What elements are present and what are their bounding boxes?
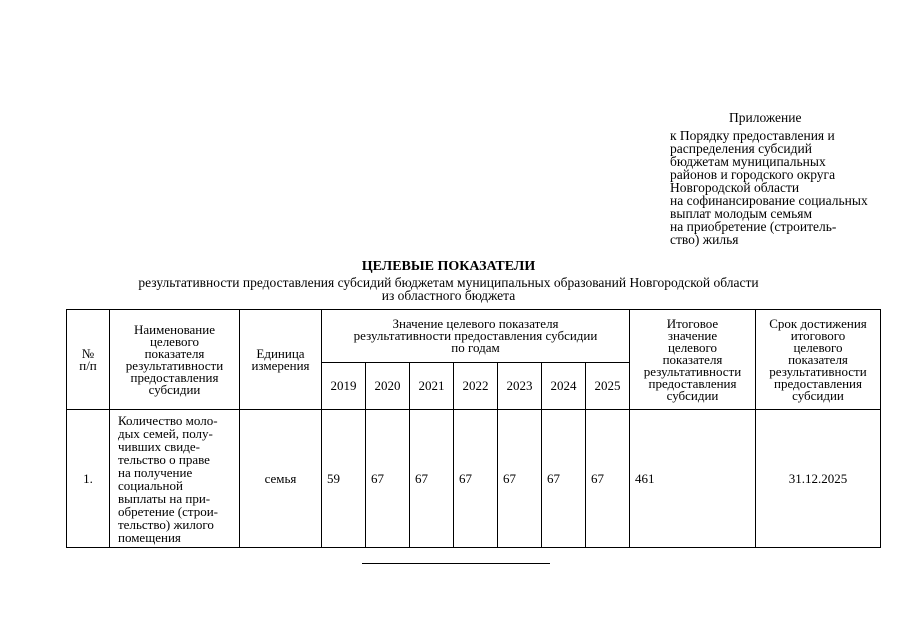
name-line: дых семей, полу- xyxy=(118,425,213,441)
header-line: результативности xyxy=(769,363,867,379)
name-line: помещения xyxy=(118,529,181,545)
header-line: Срок достижения xyxy=(769,315,867,331)
header-values-by-year xyxy=(322,310,630,363)
appendix-line: ство) жилья xyxy=(670,232,739,247)
row-unit: семья xyxy=(240,410,322,548)
row-value-2025: 67 xyxy=(586,410,630,548)
appendix-heading: Приложение xyxy=(729,110,802,125)
header-line: субсидии xyxy=(666,387,719,403)
row-total-value: 461 xyxy=(630,410,756,548)
header-line: значение xyxy=(667,327,718,343)
header-line: Итоговое xyxy=(666,315,719,331)
row-value-2021: 67 xyxy=(410,410,454,548)
appendix-line: к Порядку предоставления и xyxy=(670,128,835,143)
header-line: Единица xyxy=(256,345,305,361)
name-line: чивших свиде- xyxy=(118,438,200,454)
appendix-line: Новгородской области xyxy=(670,180,800,195)
row-deadline: 31.12.2025 xyxy=(756,410,881,548)
row-indicator-name xyxy=(110,410,240,548)
appendix-line: на приобретение (строитель- xyxy=(670,219,837,234)
name-line: тельство о праве xyxy=(118,451,210,467)
header-line: Значение целевого показателя xyxy=(392,316,559,331)
header-deadline xyxy=(756,310,881,410)
header-unit xyxy=(240,310,322,410)
header-line: Наименование xyxy=(134,321,215,337)
header-total-value xyxy=(630,310,756,410)
header-year-2023: 2023 xyxy=(498,363,542,410)
name-line: обретение (строи- xyxy=(118,503,218,519)
header-line: № xyxy=(81,345,95,361)
name-line: тельство) жилого xyxy=(118,516,214,532)
appendix-line: распределения субсидий xyxy=(670,141,812,156)
header-year-2022: 2022 xyxy=(454,363,498,410)
row-value-2019: 59 xyxy=(322,410,366,548)
name-line: выплаты на при- xyxy=(118,490,211,506)
document-subtitle-continued: из областного бюджета xyxy=(381,288,516,303)
appendix-line: районов и городского округа xyxy=(670,167,836,182)
row-number: 1. xyxy=(67,410,110,548)
appendix-line: на софинансирование социальных xyxy=(670,193,868,208)
name-line: Количество моло- xyxy=(118,412,218,428)
document-subtitle: результативности предоставления субсидий бюджетам муниципальных образований Новгородской области xyxy=(138,275,759,290)
header-line: предоставления xyxy=(774,375,862,391)
header-line: п/п xyxy=(79,357,97,373)
header-line: субсидии xyxy=(792,387,844,403)
row-value-2022: 67 xyxy=(454,410,498,548)
row-value-2023: 67 xyxy=(498,410,542,548)
header-year-2024: 2024 xyxy=(542,363,586,410)
header-line: по годам xyxy=(451,340,500,355)
row-value-2020: 67 xyxy=(366,410,410,548)
header-year-2021: 2021 xyxy=(410,363,454,410)
header-year-2019: 2019 xyxy=(322,363,366,410)
appendix-line: бюджетам муниципальных xyxy=(670,154,826,169)
header-line: целевого xyxy=(667,339,718,355)
name-line: на получение xyxy=(118,464,193,480)
header-line: итогового xyxy=(790,327,846,343)
header-line: целевого xyxy=(149,333,200,349)
document-title: ЦЕЛЕВЫЕ ПОКАЗАТЕЛИ xyxy=(361,259,536,274)
name-line: социальной xyxy=(118,477,183,493)
footer-divider xyxy=(362,563,550,564)
header-line: измерения xyxy=(251,357,310,373)
header-line: показателя xyxy=(662,351,723,367)
header-number xyxy=(67,310,110,410)
header-line: предоставления xyxy=(130,369,219,385)
header-line: субсидии xyxy=(148,381,201,397)
indicators-table xyxy=(66,309,881,548)
header-line: результативности предоставления субсидии xyxy=(353,328,598,343)
header-line: результативности xyxy=(125,357,224,373)
header-year-2020: 2020 xyxy=(366,363,410,410)
header-line: показателя xyxy=(144,345,205,361)
appendix-line: выплат молодым семьям xyxy=(670,206,812,221)
header-line: целевого xyxy=(793,339,843,355)
table-row xyxy=(67,410,881,548)
header-line: результативности xyxy=(643,363,742,379)
header-line: показателя xyxy=(788,351,848,367)
header-year-2025: 2025 xyxy=(586,363,630,410)
header-indicator-name xyxy=(110,310,240,410)
header-line: предоставления xyxy=(648,375,737,391)
row-value-2024: 67 xyxy=(542,410,586,548)
